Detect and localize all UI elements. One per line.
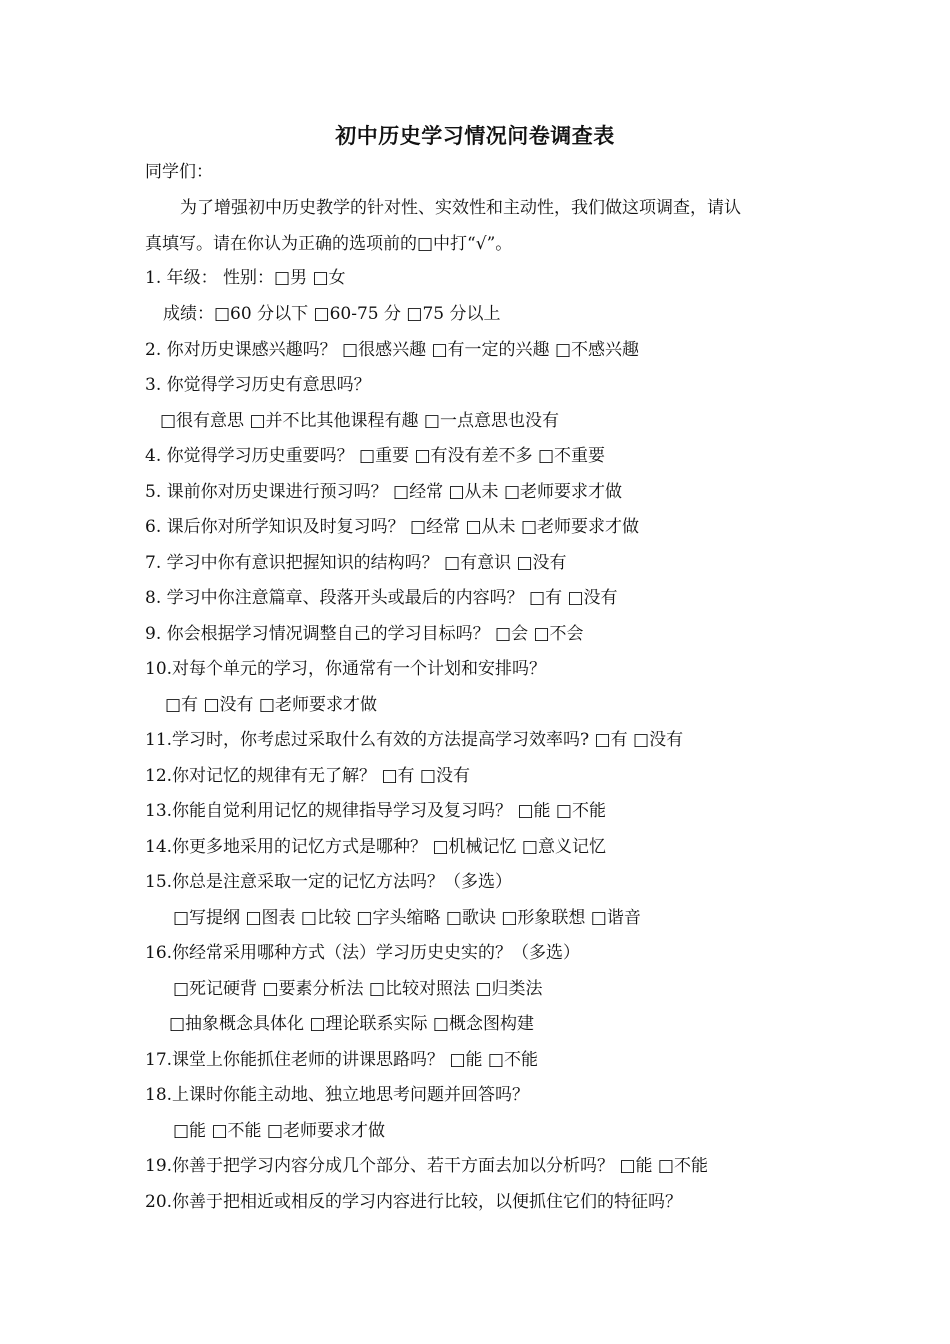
text-line: 15.你总是注意采取一定的记忆方法吗？（多选）: [145, 872, 513, 892]
text-line: 12.你对记忆的规律有无了解？ □有 □没有: [145, 766, 470, 786]
text-line: 17.课堂上你能抓住老师的讲课思路吗？ □能 □不能: [145, 1050, 538, 1070]
text-line: 3. 你觉得学习历史有意思吗？: [145, 375, 371, 395]
text-line: 19.你善于把学习内容分成几个部分、若干方面去加以分析吗？ □能 □不能: [145, 1156, 708, 1176]
text-line: 11.学习时，你考虑过采取什么有效的方法提高学习效率吗? □有 □没有: [145, 730, 684, 750]
text-line: 为了增强初中历史教学的针对性、实效性和主动性，我们做这项调查，请认: [180, 198, 741, 218]
text-line: 20.你善于把相近或相反的学习内容进行比较，以便抓住它们的特征吗？: [145, 1192, 683, 1212]
text-line: 16.你经常采用哪种方式（法）学习历史史实的？（多选）: [145, 943, 581, 963]
text-line: □死记硬背 □要素分析法 □比较对照法 □归类法: [173, 979, 543, 999]
text-line: 18.上课时你能主动地、独立地思考问题并回答吗？: [145, 1085, 530, 1105]
text-line: 10.对每个单元的学习，你通常有一个计划和安排吗？: [145, 659, 547, 679]
text-line: 同学们：: [145, 162, 213, 182]
text-line: □有 □没有 □老师要求才做: [165, 695, 377, 715]
document-title: 初中历史学习情况问卷调查表: [335, 123, 615, 148]
text-line: □抽象概念具体化 □理论联系实际 □概念图构建: [169, 1014, 534, 1034]
text-line: 9. 你会根据学习情况调整自己的学习目标吗？ □会 □不会: [145, 624, 584, 644]
text-line: □很有意思 □并不比其他课程有趣 □一点意思也没有: [160, 411, 559, 431]
text-line: 8. 学习中你注意篇章、段落开头或最后的内容吗？ □有 □没有: [145, 588, 618, 608]
text-line: 1. 年级： 性别：□男 □女: [145, 268, 346, 288]
text-line: 14.你更多地采用的记忆方式是哪种？ □机械记忆 □意义记忆: [145, 837, 606, 857]
text-line: 2. 你对历史课感兴趣吗？ □很感兴趣 □有一定的兴趣 □不感兴趣: [145, 340, 640, 360]
text-line: 成绩：□60 分以下 □60-75 分 □75 分以上: [163, 304, 501, 324]
text-line: 13.你能自觉利用记忆的规律指导学习及复习吗？ □能 □不能: [145, 801, 606, 821]
text-line: □写提纲 □图表 □比较 □字头缩略 □歌诀 □形象联想 □谐音: [173, 908, 641, 928]
text-line: 5. 课前你对历史课进行预习吗？ □经常 □从未 □老师要求才做: [145, 482, 623, 502]
text-line: 真填写。请在你认为正确的选项前的□中打“√”。: [145, 234, 513, 254]
text-line: 7. 学习中你有意识把握知识的结构吗？ □有意识 □没有: [145, 553, 567, 573]
text-line: 4. 你觉得学习历史重要吗？ □重要 □有没有差不多 □不重要: [145, 446, 606, 466]
text-line: 6. 课后你对所学知识及时复习吗？ □经常 □从未 □老师要求才做: [145, 517, 640, 537]
text-line: □能 □不能 □老师要求才做: [173, 1121, 385, 1141]
